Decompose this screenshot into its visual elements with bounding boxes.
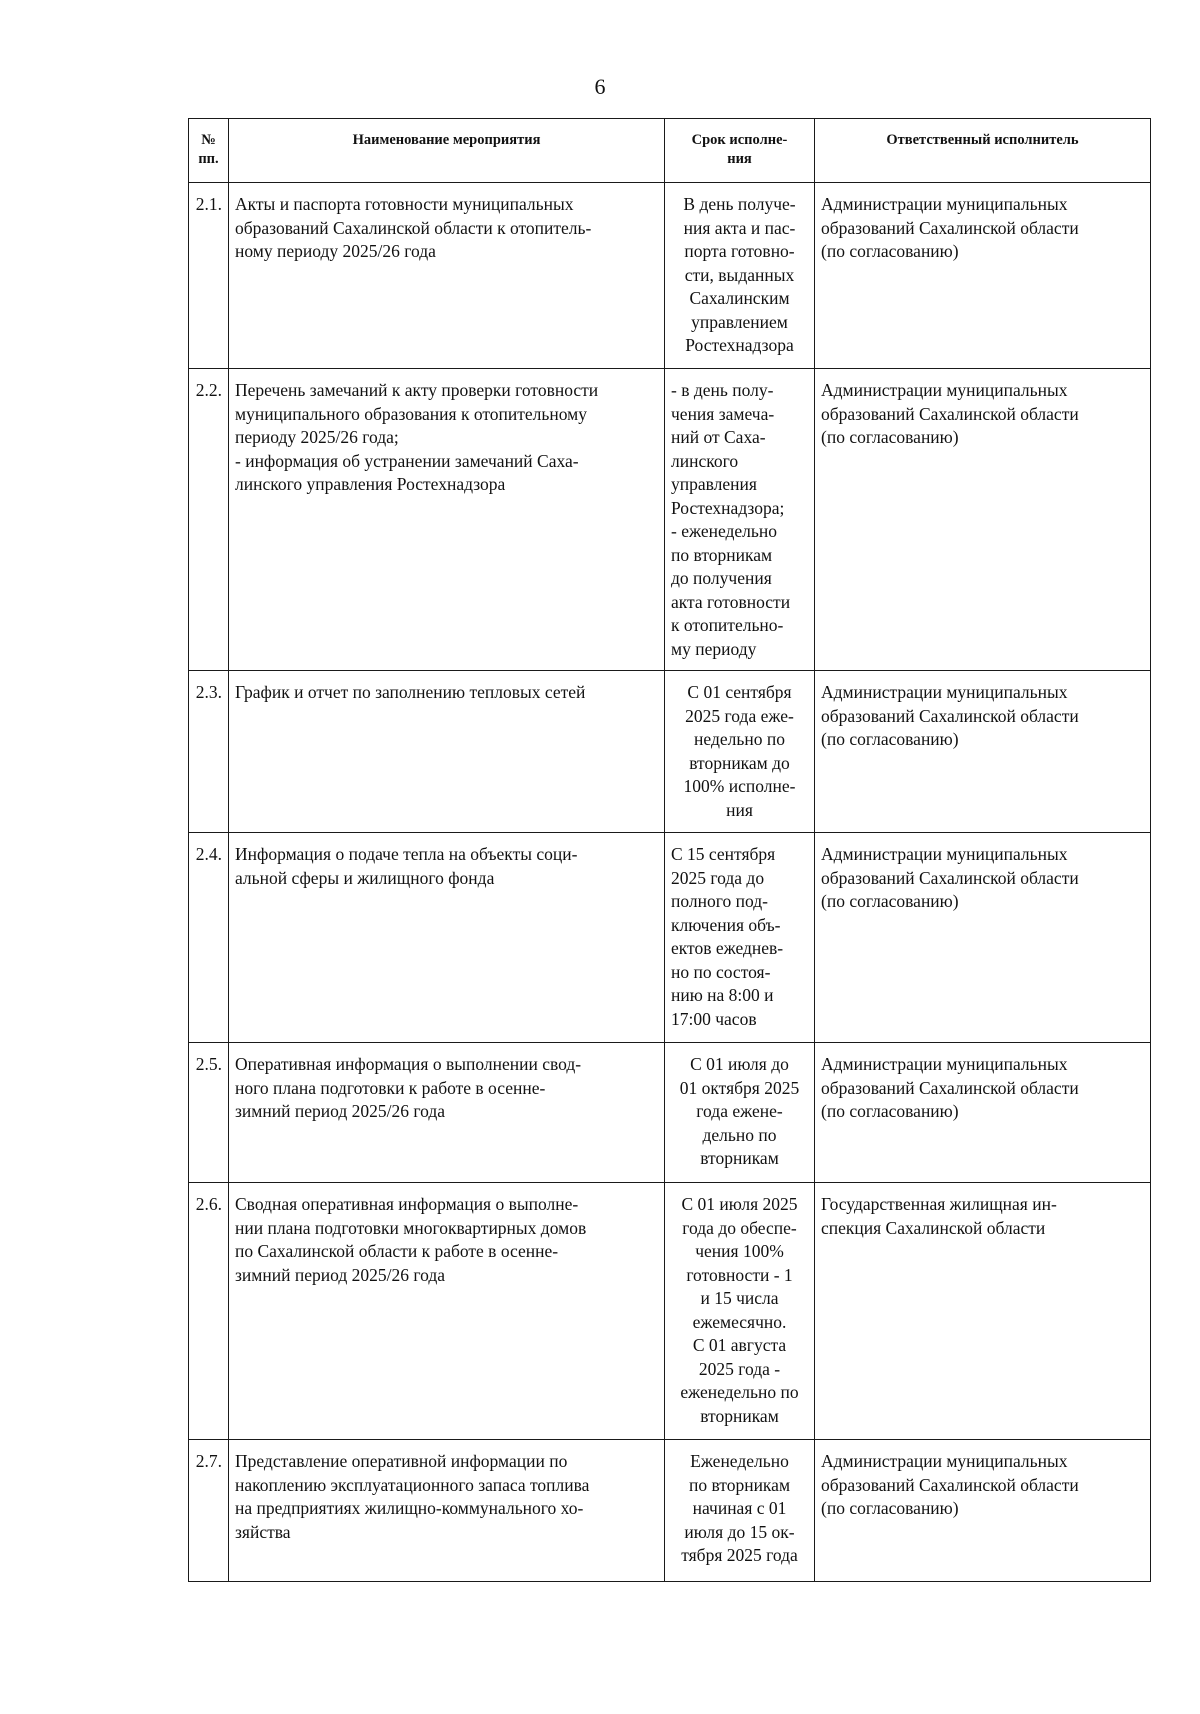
- page-number: 6: [594, 74, 606, 99]
- row-num: 2.1.: [189, 183, 229, 369]
- row-num: 2.2.: [189, 369, 229, 671]
- table-header-row: [189, 119, 1151, 183]
- table-row: [189, 369, 1151, 671]
- header-term: Срок исполне- ния: [665, 119, 815, 183]
- row-responsible: Государственная жилищная ин- спекция Сахалинской области: [815, 1183, 1151, 1440]
- row-responsible: Администрации муниципальных образований Сахалинской области (по согласованию): [815, 183, 1151, 369]
- row-num: 2.7.: [189, 1440, 229, 1582]
- header-name: Наименование мероприятия: [229, 119, 665, 183]
- table-row: [189, 833, 1151, 1043]
- table-row: [189, 1183, 1151, 1440]
- header-responsible: Ответственный исполнитель: [815, 119, 1151, 183]
- row-term: В день получе- ния акта и пас- порта готовно- сти, выданных Сахалинским управлением Ростехнадзора: [665, 183, 815, 369]
- row-term: С 15 сентября 2025 года до полного под- ключения объ- ектов ежеднев- но по состоя- нию на 8:00 и 17:00 часов: [665, 833, 815, 1043]
- row-name: Акты и паспорта готовности муниципальных образований Сахалинской области к отопитель- ному периоду 2025/26 года: [229, 183, 665, 369]
- row-name: Сводная оперативная информация о выполне- нии плана подготовки многоквартирных домов по Сахалинской области к работе в осенне- зимний период 2025/26 года: [229, 1183, 665, 1440]
- row-name: Информация о подаче тепла на объекты соци- альной сферы и жилищного фонда: [229, 833, 665, 1043]
- row-name: Представление оперативной информации по накоплению эксплуатационного запаса топлива на предприятиях жилищно-коммунального хо- зяйства: [229, 1440, 665, 1582]
- row-num: 2.3.: [189, 671, 229, 833]
- row-num: 2.4.: [189, 833, 229, 1043]
- row-term: Еженедельно по вторникам начиная с 01 июля до 15 ок- тября 2025 года: [665, 1440, 815, 1582]
- header-num: № пп.: [189, 119, 229, 183]
- row-name: Перечень замечаний к акту проверки готовности муниципального образования к отопительному периоду 2025/26 года; - информация об устранении замечаний Саха- линского управления Ростехнадзора: [229, 369, 665, 671]
- row-responsible: Администрации муниципальных образований Сахалинской области (по согласованию): [815, 833, 1151, 1043]
- row-responsible: Администрации муниципальных образований Сахалинской области (по согласованию): [815, 369, 1151, 671]
- row-name: Оперативная информация о выполнении свод- ного плана подготовки к работе в осенне- зимний период 2025/26 года: [229, 1043, 665, 1183]
- table-row: [189, 1043, 1151, 1183]
- row-name: График и отчет по заполнению тепловых сетей: [229, 671, 665, 833]
- row-num: 2.6.: [189, 1183, 229, 1440]
- row-responsible: Администрации муниципальных образований Сахалинской области (по согласованию): [815, 1043, 1151, 1183]
- table-row: [189, 1440, 1151, 1582]
- table-row: [189, 671, 1151, 833]
- row-term: С 01 сентября 2025 года еже- недельно по вторникам до 100% исполне- ния: [665, 671, 815, 833]
- row-term: С 01 июля до 01 октября 2025 года еженe- дельно по вторникам: [665, 1043, 815, 1183]
- row-num: 2.5.: [189, 1043, 229, 1183]
- row-responsible: Администрации муниципальных образований Сахалинской области (по согласованию): [815, 1440, 1151, 1582]
- row-term: - в день полу- чения замеча- ний от Саха- линского управления Ростехнадзора; - еженедельно по вторникам до получения акта готовности к отопительно- му периоду: [665, 369, 815, 671]
- row-responsible: Администрации муниципальных образований Сахалинской области (по согласованию): [815, 671, 1151, 833]
- events-table: [188, 118, 1151, 1582]
- row-term: С 01 июля 2025 года до обеспе- чения 100% готовности - 1 и 15 числа ежемесячно. С 01 августа 2025 года - еженедельно по вторникам: [665, 1183, 815, 1440]
- table-row: [189, 183, 1151, 369]
